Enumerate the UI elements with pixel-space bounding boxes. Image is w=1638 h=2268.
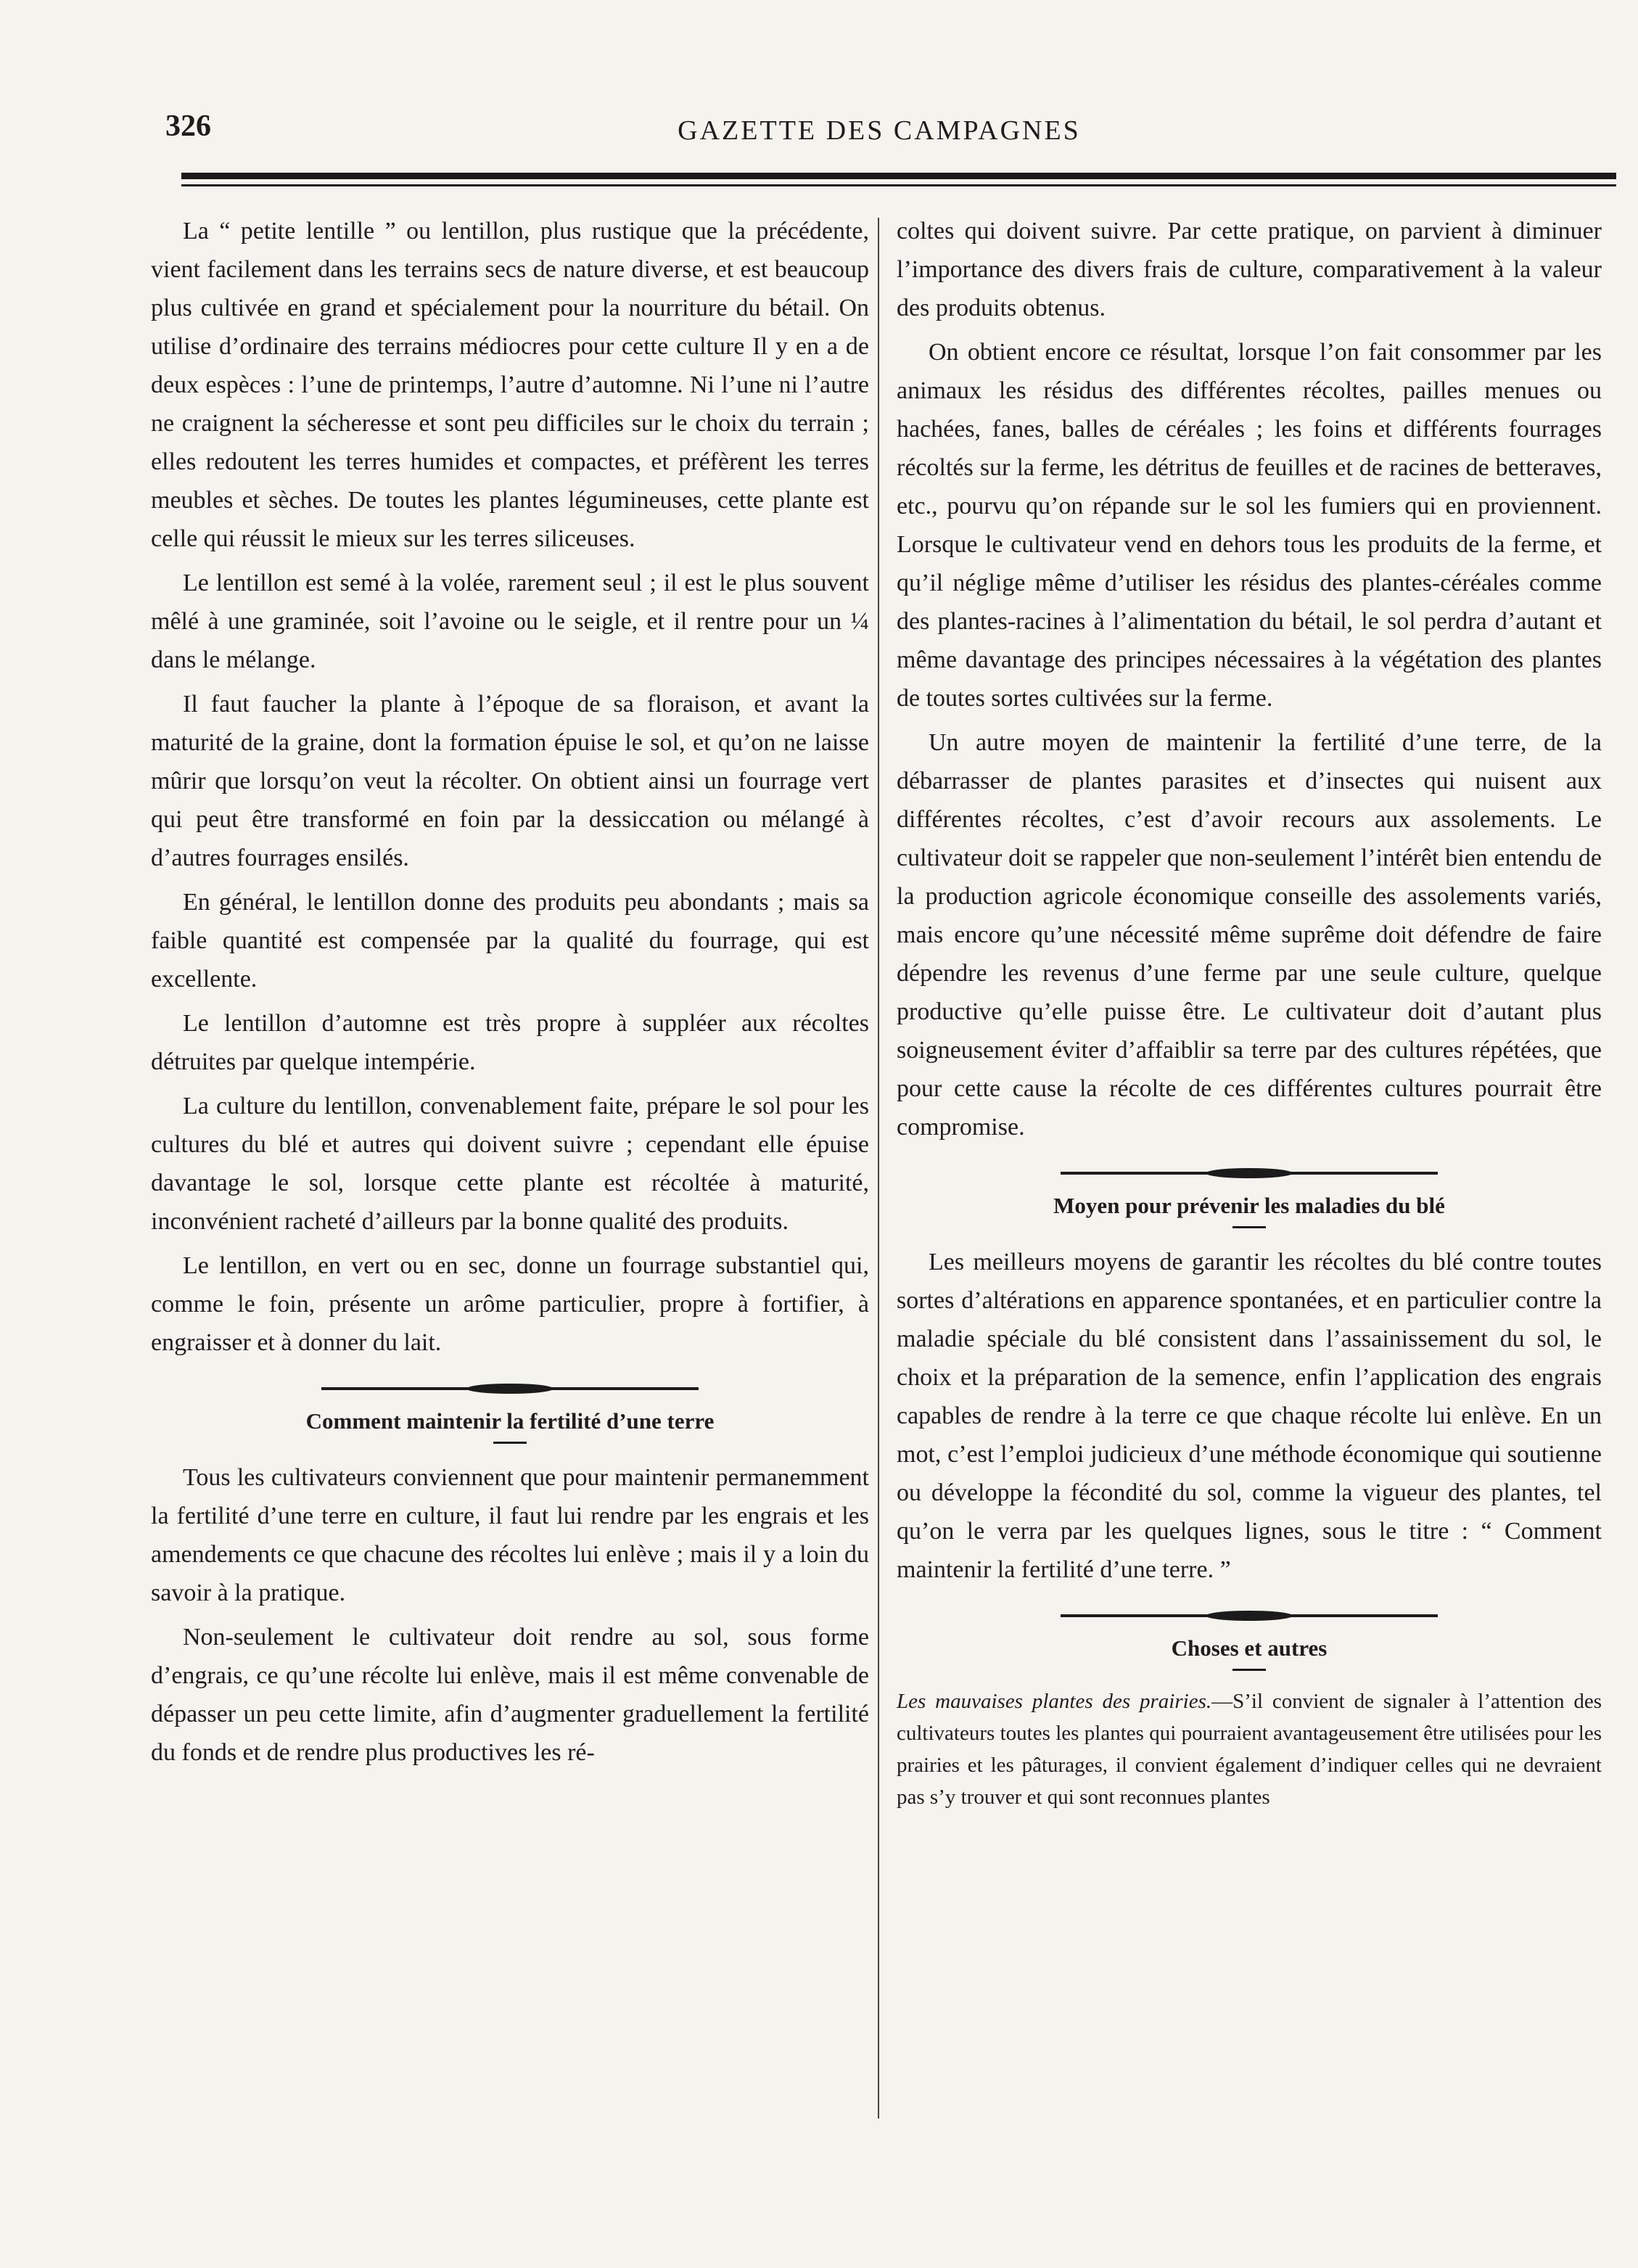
title-dash bbox=[493, 1442, 527, 1444]
paragraph bbox=[897, 1685, 1602, 1813]
paragraph-text: —S’il convient de signaler à l’attention des cultivateurs toutes les plantes qui pourraient avantageusement être utilisées pour les prairies et les pâturages, il convient également d’indiquer celles qui ne devraient pas s’y trouver et qui sont reconnues plantes bbox=[897, 1690, 1602, 1809]
section-title: Comment maintenir la fertilité d’une terre bbox=[305, 1408, 715, 1434]
section-title: Moyen pour prévenir les maladies du blé bbox=[1053, 1193, 1445, 1218]
paragraph: Le lentillon d’automne est très propre à suppléer aux récoltes détruites par quelque intempérie. bbox=[151, 1010, 869, 1075]
right-column bbox=[897, 212, 1602, 1819]
section-ornament bbox=[321, 1381, 699, 1397]
column-divider bbox=[878, 218, 879, 2119]
title-dash bbox=[1232, 1669, 1266, 1671]
paragraph: Le lentillon est semé à la volée, rarement seul ; il est le plus souvent mêlé à une graminée, soit l’avoine ou le seigle, et il rentre pour un ¼ dans le mélange. bbox=[151, 570, 869, 673]
section-ornament bbox=[1061, 1608, 1438, 1624]
header-rule-thick bbox=[181, 173, 1616, 179]
paragraph: Tous les cultivateurs conviennent que pour maintenir permanemment la fertilité d’une terre en culture, il faut lui rendre par les engrais et les amendements ce que chacune des récoltes lui enlève ; mais il y a loin du savoir à la pratique. bbox=[151, 1464, 869, 1606]
paragraph: Il faut faucher la plante à l’époque de sa floraison, et avant la maturité de la graine, dont la formation épuise le sol, et qu’on ne laisse mûrir que lorsqu’on veut la récolter. On obtient ainsi un fourrage vert qui peut être transformé en foin par la dessiccation ou mélangé à d’autres fourrages ensilés. bbox=[151, 691, 869, 871]
paragraph: Non-seulement le cultivateur doit rendre au sol, sous forme d’engrais, ce qu’une récolte lui enlève, mais il est même convenable de dépasser un peu cette limite, afin d’augmenter graduellement la fertilité du fonds et de rendre plus productives les ré- bbox=[151, 1624, 869, 1766]
left-column bbox=[151, 212, 869, 1778]
paragraph: La culture du lentillon, convenablement faite, prépare le sol pour les cultures du blé et autres qui doivent suivre ; cependant elle épuise davantage le sol, lorsque cette plante est récoltée à maturité, inconvénient racheté d’ailleurs par la bonne qualité des produits. bbox=[151, 1093, 869, 1235]
paragraph: coltes qui doivent suivre. Par cette pratique, on parvient à diminuer l’importance des divers frais de culture, comparativement à la valeur des produits obtenus. bbox=[897, 218, 1602, 321]
paragraph: Les meilleurs moyens de garantir les récoltes du blé contre toutes sortes d’altérations en apparence spontanées, et en particulier contre la maladie spéciale du blé consistent dans l’assainissement du sol, le choix et la préparation de la semence, enfin l’application des engrais capables de rendre à la terre ce que chaque récolte lui enlève. En un mot, c’est l’emploi judicieux d’une méthode économique qui soutienne ou développe la fécondité du sol, comme la vigueur des plantes, tel qu’on le verra par les quelques lignes, sous le titre : “ Comment maintenir la fertilité d’une terre. ” bbox=[897, 1249, 1602, 1583]
section-ornament bbox=[1061, 1165, 1438, 1181]
paragraph: Le lentillon, en vert ou en sec, donne un fourrage substantiel qui, comme le foin, présente un arôme particulier, propre à fortifier, à engraisser et à donner du lait. bbox=[151, 1252, 869, 1356]
header-rule-thin bbox=[181, 184, 1616, 186]
paragraph: Un autre moyen de maintenir la fertilité d’une terre, de la débarrasser de plantes parasites et d’insectes qui nuisent aux différentes récoltes, c’est d’avoir recours aux assolements. Le cultivateur doit se rappeler que non-seulement l’intérêt bien entendu de la production agricole économique conseille des assolements variés, mais encore qu’une nécessité même suprême doit défendre de faire dépendre les revenus d’une ferme par une seule culture, quelque productive qu’elle puisse être. Le cultivateur doit d’autant plus soigneusement éviter d’affaiblir sa terre par des cultures répétées, que pour cette cause la récolte de ces différentes cultures pourrait être compromise. bbox=[897, 729, 1602, 1141]
page-number: 326 bbox=[165, 110, 211, 143]
page-header bbox=[165, 109, 1593, 160]
title-dash bbox=[1232, 1226, 1266, 1228]
paragraph: On obtient encore ce résultat, lorsque l’on fait consommer par les animaux les résidus des différentes récoltes, pailles menues ou hachées, fanes, balles de céréales ; les foins et différents fourrages récoltés sur la ferme, les détritus de feuilles et de racines de betteraves, etc., pourvu qu’on répande sur le sol les fumiers qui en proviennent. Lorsque le cultivateur vend en dehors tous les produits de la ferme, et qu’il néglige même d’utiliser les résidus des plantes-céréales comme des plantes-racines à l’alimentation du bétail, le sol perdra d’autant et même davantage des principes nécessaires à la végétation des plantes de toutes sortes cultivées sur la ferme. bbox=[897, 339, 1602, 712]
small-print-block bbox=[897, 1685, 1602, 1813]
journal-title: GAZETTE DES CAMPAGNES bbox=[678, 115, 1081, 146]
section-title: Choses et autres bbox=[1171, 1635, 1328, 1661]
paragraph: En général, le lentillon donne des produits peu abondants ; mais sa faible quantité est compensée par la qualité du fourrage, qui est excellente. bbox=[151, 889, 869, 993]
italic-heading: Les mauvaises plantes des prairies. bbox=[897, 1690, 1212, 1713]
paragraph: La “ petite lentille ” ou lentillon, plus rustique que la précédente, vient facilement dans les terrains secs de nature diverse, et est beaucoup plus cultivée en grand et spécialement pour la nourriture du bétail. On utilise d’ordinaire des terrains médiocres pour cette culture Il y en a de deux espèces : l’une de printemps, l’autre d’automne. Ni l’une ni l’autre ne craignent la sécheresse et sont peu difficiles sur le choix du terrain ; elles redoutent les terres humides et compactes, et préfèrent les terres meubles et sèches. De toutes les plantes légumineuses, cette plante est celle qui réussit le mieux sur les terres siliceuses. bbox=[151, 218, 869, 552]
